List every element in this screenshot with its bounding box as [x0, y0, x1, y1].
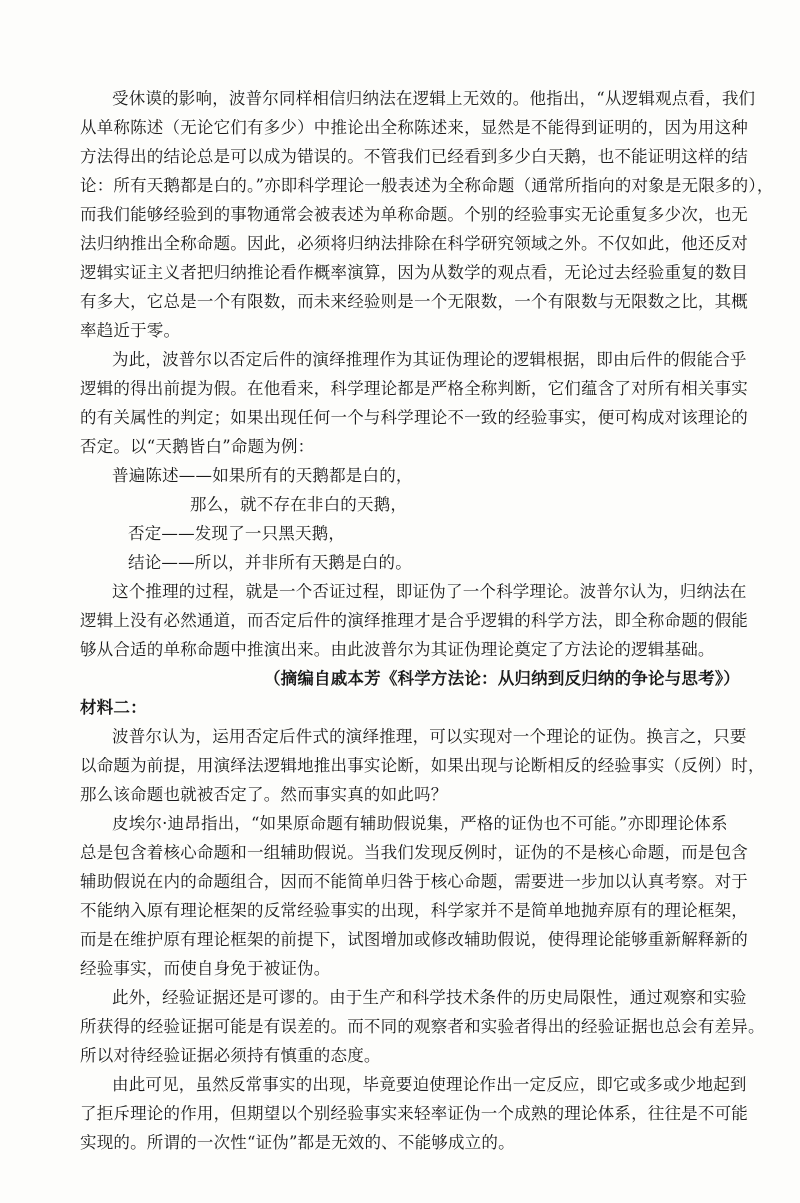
m2-p2-line-1: 皮埃尔·迪昂指出，“如果原命题有辅助假说集，严格的证伪也不可能。”亦即理论体系 [112, 814, 728, 833]
m1-p1-line-2: 从单称陈述（无论它们有多少）中推论出全称陈述来，显然是不能得到证明的，因为用这种 [80, 118, 748, 137]
m1-p1-line-5: 而我们能够经验到的事物通常会被表述为单称命题。个别的经验事实无论重复多少次，也无 [80, 205, 748, 224]
m2-p2-line-3: 辅助假说在内的命题组合，因而不能简单归咎于核心命题，需要进一步加以认真考察。对于 [80, 872, 748, 891]
m2-p2-line-6: 经验事实，而使自身免于被证伪。 [80, 959, 331, 978]
m1-p1-line-9: 率趋近于零。 [80, 321, 181, 340]
m2-p2-line-2: 总是包含着核心命题和一组辅助假说。当我们发现反例时，证伪的不是核心命题，而是包含 [80, 843, 748, 862]
m1-p2-line-1: 为此，波普尔以否定后件的演绎推理作为其证伪理论的逻辑根据，即由后件的假能合乎 [112, 350, 747, 369]
m2-p2-line-4: 不能纳入原有理论框架的反常经验事实的出现，科学家并不是简单地抛弃原有的理论框架， [80, 901, 748, 920]
material1-source: （摘编自戚本芳《科学方法论：从归纳到反归纳的争论与思考》） [263, 669, 740, 688]
m1-p1-line-8: 有多大，它总是一个有限数，而未来经验则是一个无限数，一个有限数与无限数之比，其概 [80, 292, 748, 311]
m1-p1-line-1: 受休谟的影响，波普尔同样相信归纳法在逻辑上无效的。他指出，“从逻辑观点看，我们 [112, 89, 756, 108]
m2-p1-line-2: 以命题为前提，用演绎法逻辑地推出事实论断，如果出现与论断相反的经验事实（反例）时， [80, 756, 765, 775]
m1-p2-line-2: 逻辑的得出前提为假。在他看来，科学理论都是严格全称判断，它们蕴含了对所有相关事实 [80, 379, 748, 398]
m1-p3-line-1: 这个推理的过程，就是一个否证过程，即证伪了一个科学理论。波普尔认为，归纳法在 [112, 582, 747, 601]
syllogism-premise: 普遍陈述——如果所有的天鹅都是白的， [112, 466, 413, 485]
m1-p1-line-7: 逻辑实证主义者把归纳推论看作概率演算，因为从数学的观点看，无论过去经验重复的数目 [80, 263, 748, 282]
m2-p1-line-3: 那么该命题也就被否定了。然而事实真的如此吗？ [80, 785, 448, 804]
m2-p3-line-3: 所以对待经验证据必须持有慎重的态度。 [80, 1046, 381, 1065]
m1-p3-line-3: 够从合适的单称命题中推演出来。由此波普尔为其证伪理论奠定了方法论的逻辑基础。 [80, 640, 715, 659]
m2-p3-line-1: 此外，经验证据还是可谬的。由于生产和科学技术条件的历史局限性，通过观察和实验 [112, 988, 747, 1007]
m1-p2-line-3: 的有关属性的判定；如果出现任何一个与科学理论不一致的经验事实，便可构成对该理论的 [80, 408, 748, 427]
m1-p2-line-4: 否定。以“天鹅皆白”命题为例： [80, 437, 315, 456]
syllogism-inference: 那么，就不存在非白的天鹅， [190, 495, 408, 514]
m1-p1-line-3: 方法得出的结论总是可以成为错误的。不管我们已经看到多少白天鹅，也不能证明这样的结 [80, 147, 748, 166]
m2-p2-line-5: 而是在维护原有理论框架的前提下，试图增加或修改辅助假说，使得理论能够重新解释新的 [80, 930, 748, 949]
m1-p1-line-6: 法归纳推出全称命题。因此，必须将归纳法排除在科学研究领域之外。不仅如此，他还反对 [80, 234, 748, 253]
syllogism-negation: 否定——发现了一只黑天鹅， [128, 524, 346, 543]
m2-p4-line-3: 实现的。所谓的一次性“证伪”都是无效的、不能够成立的。 [80, 1133, 515, 1152]
m2-p4-line-1: 由此可见，虽然反常事实的出现，毕竟要迫使理论作出一定反应，即它或多或少地起到 [112, 1075, 747, 1094]
material2-heading: 材料二： [80, 698, 147, 717]
syllogism-conclusion: 结论——所以，并非所有天鹅是白的。 [128, 553, 412, 572]
m2-p1-line-1: 波普尔认为，运用否定后件式的演绎推理，可以实现对一个理论的证伪。换言之，只要 [112, 727, 747, 746]
m2-p4-line-2: 了拒斥理论的作用，但期望以个别经验事实来轻率证伪一个成熟的理论体系，往往是不可能 [80, 1104, 748, 1123]
m1-p3-line-2: 逻辑上没有必然通道，而否定后件的演绎推理才是合乎逻辑的科学方法，即全称命题的假能 [80, 611, 748, 630]
m1-p1-line-4: 论：所有天鹅都是白的。”亦即科学理论一般表述为全称命题（通常所指向的对象是无限多的）， [80, 176, 774, 195]
m2-p3-line-2: 所获得的经验证据可能是有误差的。而不同的观察者和实验者得出的经验证据也总会有差异。 [80, 1017, 765, 1036]
